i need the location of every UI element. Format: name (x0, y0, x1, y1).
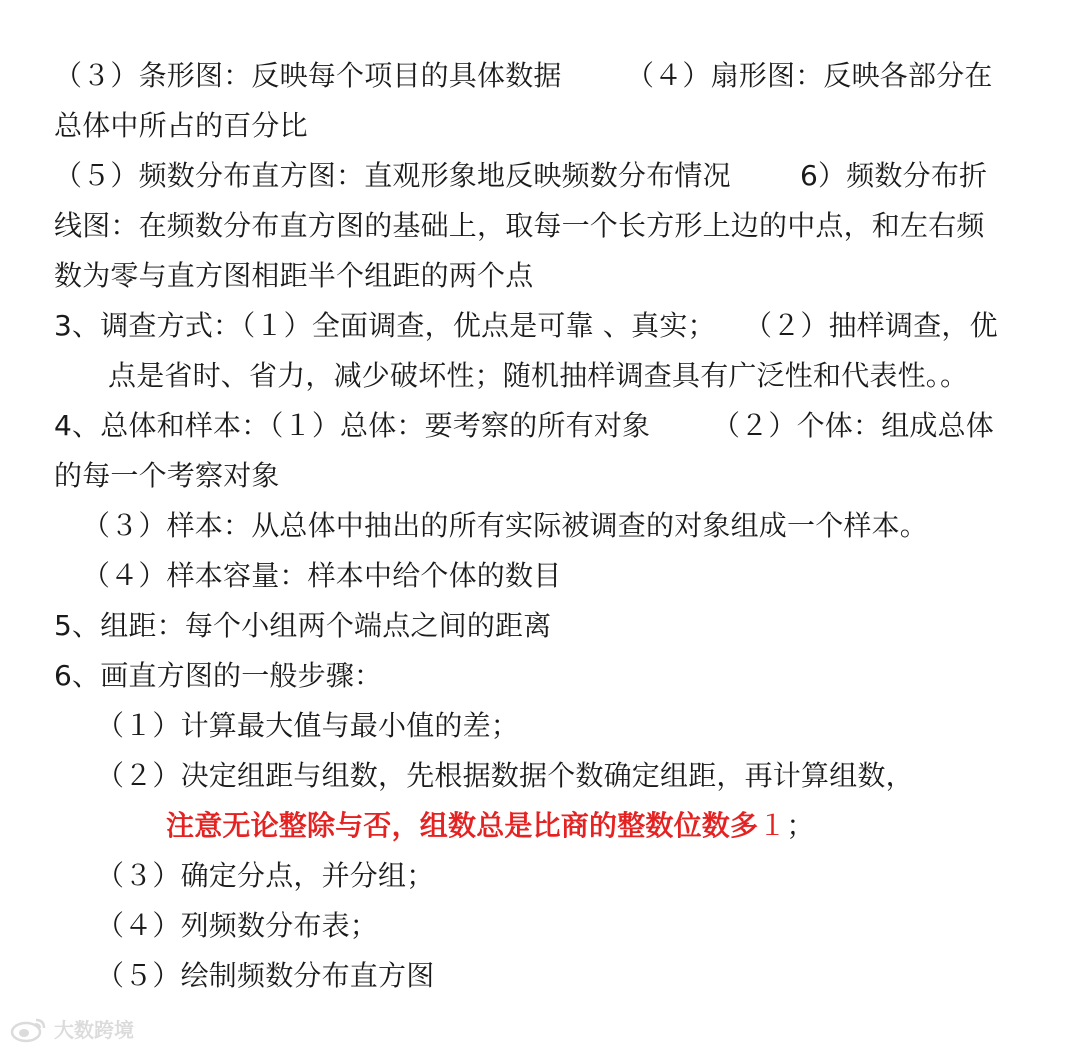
class-width-definition: 5、组距：每个小组两个端点之间的距离 (54, 609, 552, 642)
bar-chart-definition: （３）条形图：反映每个项目的具体数据 (54, 59, 562, 92)
note-end: ； (786, 809, 815, 842)
individual-definition: （２）个体：组成总体 (712, 409, 995, 442)
pie-chart-definition: （４）扇形图：反映各部分在 (626, 59, 993, 92)
histogram-definition: （５）频数分布直方图：直观形象地反映频数分布情况 (54, 159, 731, 192)
step-5: （５）绘制频数分布直方图 (96, 959, 435, 992)
survey-methods: 3、调查方式：（１）全面调查，优点是可靠 、真实； (54, 309, 716, 342)
population-and-sample: 4、总体和样本：（１）总体：要考察的所有对象 (54, 409, 651, 442)
step-3: （３）确定分点，并分组； (96, 859, 435, 892)
histogram-steps-heading: 6、画直方图的一般步骤： (54, 659, 383, 692)
sample-size-definition: （４）样本容量：样本中给个体的数目 (82, 559, 562, 592)
step-1: （１）计算最大值与最小值的差； (96, 709, 520, 742)
sample-definition: （３）样本：从总体中抽出的所有实际被调查的对象组成一个样本。 (82, 509, 929, 542)
frequency-polygon-definition: 6）频数分布折 (800, 159, 988, 192)
sampling-survey: （２）抽样调查，优 (744, 309, 998, 342)
step-4: （４）列频数分布表； (96, 909, 379, 942)
note-text: 注意无论整除与否，组数总是比商的整数位数多 (166, 809, 759, 842)
watermark (10, 1014, 150, 1046)
weibo-logo-icon (10, 1014, 50, 1044)
highlighted-note (166, 806, 815, 846)
step-2: （２）决定组距与组数，先根据数据个数确定组距，再计算组数， (96, 759, 914, 792)
note-number: １ (758, 809, 787, 842)
watermark-text: 大数跨境 (54, 1018, 134, 1042)
